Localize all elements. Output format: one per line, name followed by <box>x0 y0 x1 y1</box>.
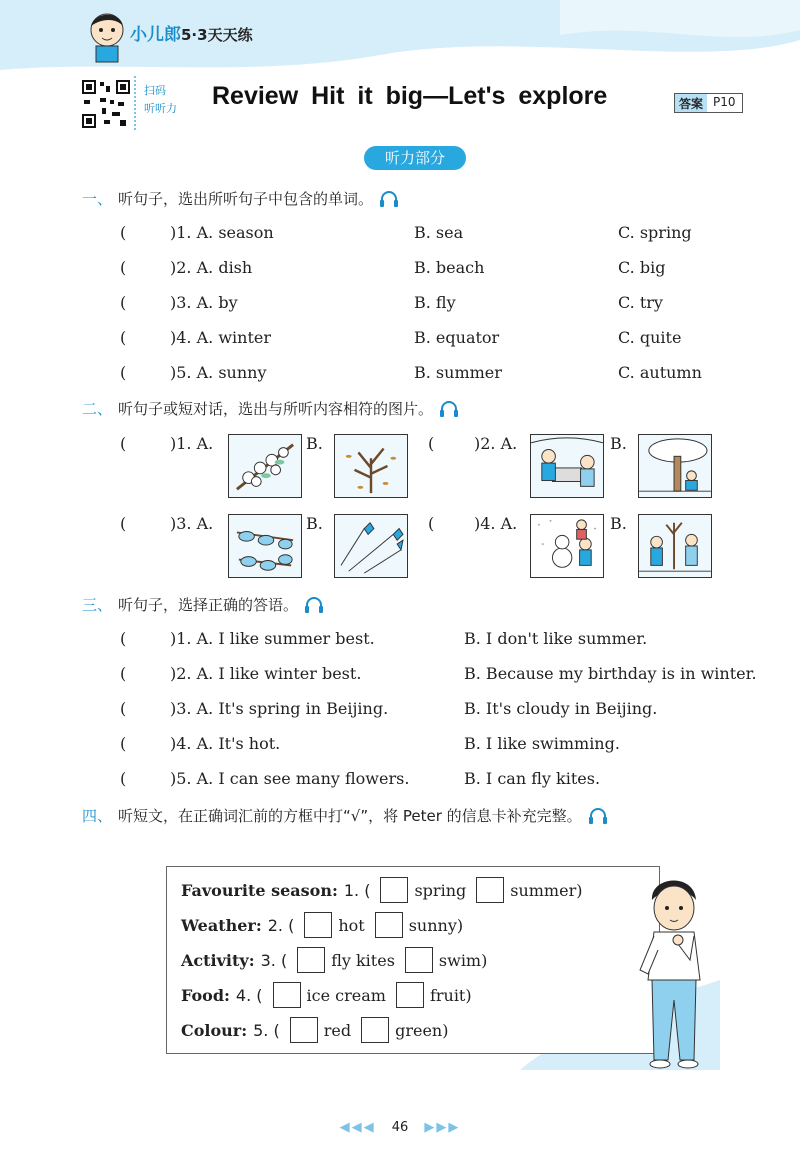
checkbox-fruit[interactable] <box>396 982 424 1008</box>
checkbox-swim[interactable] <box>405 947 433 973</box>
qr-code[interactable] <box>80 78 132 130</box>
q2-paren: ( <box>428 514 435 533</box>
peter-illustration <box>630 870 720 1070</box>
picture-flowers-branch[interactable] <box>228 434 302 498</box>
q4-title: 四、 听短文，在正确词汇前的方框中打“√”，将 Peter 的信息卡补充完整。 <box>82 805 608 826</box>
picture-boy-reading-under-tree[interactable] <box>638 434 712 498</box>
checkbox-green[interactable] <box>361 1017 389 1043</box>
card-row-season: Favourite season: 1. ( spring summer) <box>181 877 582 903</box>
card-row-food: Food: 4. ( ice cream fruit) <box>181 982 472 1008</box>
checkbox-ice-cream[interactable] <box>273 982 301 1008</box>
picture-kids-planting-trees[interactable] <box>638 514 712 578</box>
picture-kids-playing-chess[interactable] <box>530 434 604 498</box>
q2-item-label: B. <box>610 434 627 453</box>
checkbox-red[interactable] <box>290 1017 318 1043</box>
page-title: Review Hit it big—Let's explore <box>212 82 608 110</box>
footer-right-arrows: ▶▶▶ <box>424 1120 461 1135</box>
card-row-colour: Colour: 5. ( red green) <box>181 1017 448 1043</box>
checkbox-hot[interactable] <box>304 912 332 938</box>
card-row-weather: Weather: 2. ( hot sunny) <box>181 912 463 938</box>
q2-item-label: B. <box>306 434 323 453</box>
q2-paren: ( <box>428 434 435 453</box>
q3-title: 三、 听句子，选择正确的答语。 <box>82 594 324 615</box>
checkbox-sunny[interactable] <box>375 912 403 938</box>
headphones-icon[interactable] <box>588 807 608 825</box>
brand-name: 小儿郎5·3天天练 <box>130 25 253 45</box>
headphones-icon[interactable] <box>439 400 459 418</box>
checkbox-spring[interactable] <box>380 877 408 903</box>
page-number: 46 <box>391 1120 409 1135</box>
card-row-activity: Activity: 3. ( fly kites swim) <box>181 947 487 973</box>
checkbox-fly-kites[interactable] <box>297 947 325 973</box>
q2-paren: ( <box>120 514 127 533</box>
q2-paren: ( <box>120 434 127 453</box>
q2-item-label: B. <box>306 514 323 533</box>
picture-kites-flying[interactable] <box>334 514 408 578</box>
picture-snowman-winter[interactable] <box>530 514 604 578</box>
q2-item-label: B. <box>610 514 627 533</box>
picture-bare-tree-autumn[interactable] <box>334 434 408 498</box>
q1-title: 一、 听句子，选出所听句子中包含的单词。 <box>82 188 399 209</box>
scan-to-listen-tag: 扫码 听听力 <box>134 76 194 130</box>
q2-item-label: )2. A. <box>474 434 518 453</box>
q2-item-label: )3. A. <box>170 514 214 533</box>
section-heading-listening: 听力部分 <box>364 146 466 170</box>
headphones-icon[interactable] <box>379 190 399 208</box>
answer-page-ref: 答案 P10 <box>674 93 743 113</box>
picture-leaves[interactable] <box>228 514 302 578</box>
page-footer <box>0 1120 800 1135</box>
q2-item-label: )1. A. <box>170 434 214 453</box>
q2-title: 二、 听句子或短对话，选出与所听内容相符的图片。 <box>82 398 459 419</box>
q2-item-label: )4. A. <box>474 514 518 533</box>
checkbox-summer[interactable] <box>476 877 504 903</box>
headphones-icon[interactable] <box>304 596 324 614</box>
peter-info-card <box>166 866 660 1054</box>
footer-left-arrows: ◀◀◀ <box>339 1120 376 1135</box>
mascot-logo <box>84 8 130 64</box>
